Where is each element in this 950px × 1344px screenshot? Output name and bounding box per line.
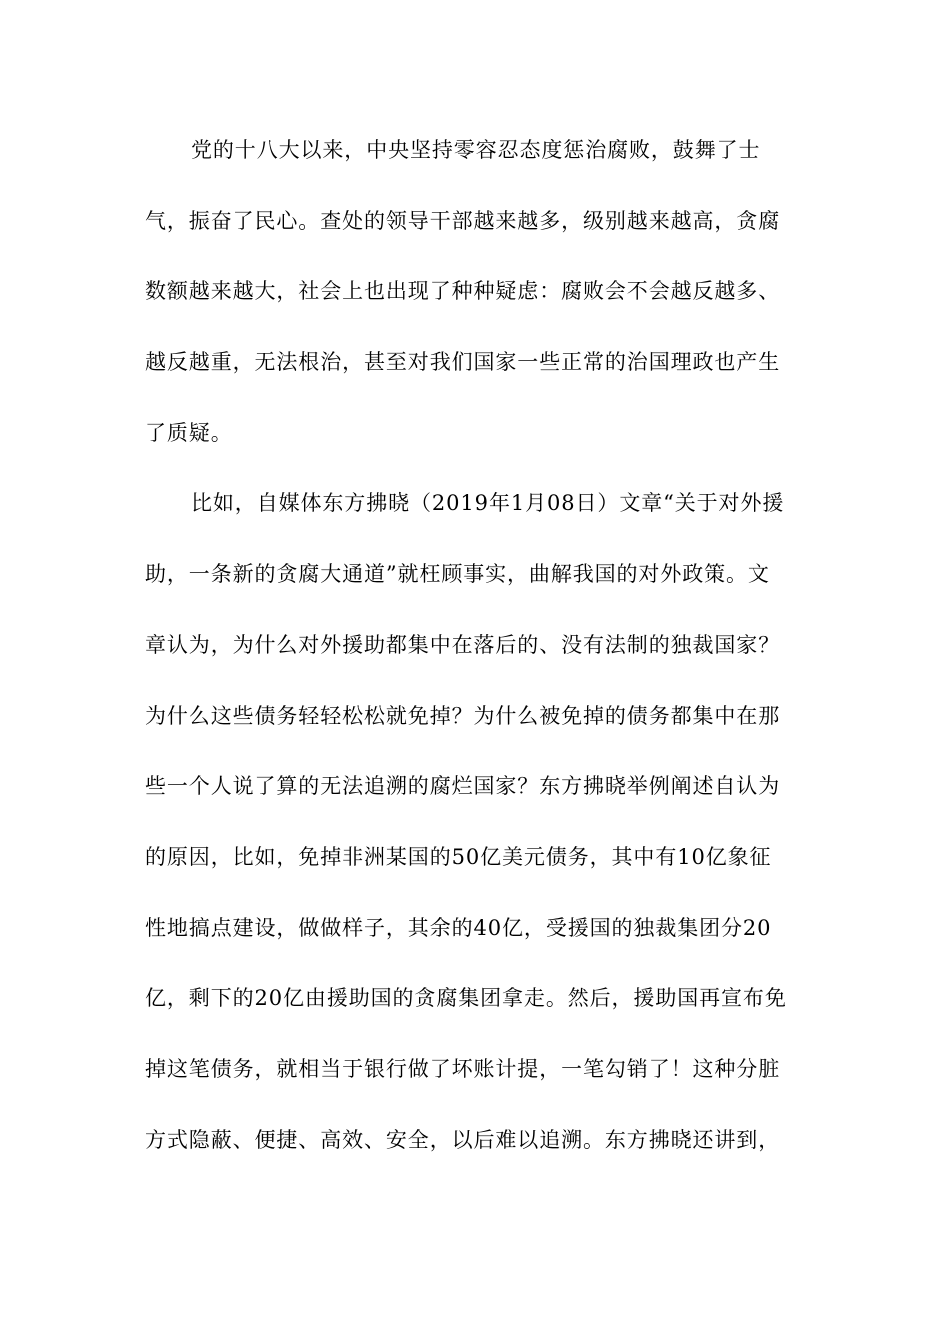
paragraph-1-line-3: 数额越来越大，社会上也出现了种种疑虑：腐败会不会越反越多、	[145, 279, 781, 304]
paragraph-1-line-1: 党的十八大以来，中央坚持零容忍态度惩治腐败，鼓舞了士	[191, 138, 761, 162]
paragraph-2-line-10: 方式隐蔽、便捷、高效、安全，以后难以追溯。东方拂晓还讲到，	[145, 1127, 781, 1152]
paragraph-2-line-1: 比如，自媒体东方拂晓（2019年1月08日）文章“关于对外援	[191, 491, 785, 516]
paragraph-2-line-2: 助，一条新的贪腐大通道”就枉顾事实，曲解我国的对外政策。文	[145, 562, 770, 587]
body-text	[145, 128, 805, 1188]
paragraph-1-line-5: 了质疑。	[145, 420, 233, 445]
paragraph-2-line-9: 掉这笔债务，就相当于银行做了坏账计提，一笔勾销了！这种分脏	[145, 1056, 781, 1081]
paragraph-2-line-6: 的原因，比如，免掉非洲某国的50亿美元债务，其中有10亿象征	[145, 844, 772, 869]
paragraph-1-line-2: 气，振奋了民心。查处的领导干部越来越多，级别越来越高，贪腐	[145, 208, 781, 233]
paragraph-2-line-7: 性地搞点建设，做做样子，其余的40亿，受援国的独裁集团分20	[145, 915, 772, 940]
paragraph-2-line-5: 些一个人说了算的无法追溯的腐烂国家？东方拂晓举例阐述自认为	[145, 774, 781, 799]
paragraph-1-line-4: 越反越重，无法根治，甚至对我们国家一些正常的治国理政也产生	[145, 350, 781, 375]
paragraph-2-line-3: 章认为，为什么对外援助都集中在落后的、没有法制的独裁国家？	[145, 632, 781, 657]
paragraph-2-line-8: 亿，剩下的20亿由援助国的贪腐集团拿走。然后，援助国再宣布免	[145, 986, 787, 1011]
paragraph-2-line-4: 为什么这些债务轻轻松松就免掉？为什么被免掉的债务都集中在那	[145, 703, 781, 728]
